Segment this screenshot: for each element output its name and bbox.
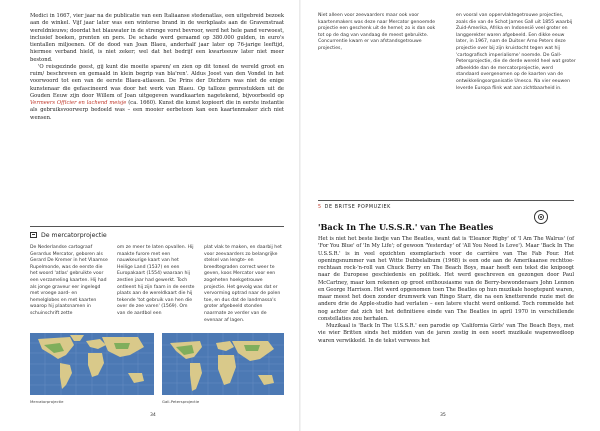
right-page-number: 35 [440, 413, 446, 418]
box-column-3-text: plat vlak te maken, en daarbij het voor zeevaarders zo belangrijke stelsel van lengte- en breedtegraden correct weer te geven, koos Mercator voor een zogeheten hoekgetrouwe projectie. Het gevolg was dat er vervorming optrad naar de polen toe, en dus dat de landmassa's groter afgebeeld stonden naarmate ze verder van de evenaar af lagen. [204, 245, 282, 323]
box-column-1 [30, 245, 108, 318]
cd-icon [534, 210, 548, 224]
gall-peters-map [162, 333, 284, 395]
left-intro-text [30, 13, 284, 122]
gall-peters-caption: Gall-Petersprojectie [162, 399, 200, 404]
mercator-map [30, 333, 154, 395]
box-column-2 [117, 245, 195, 318]
vermeer-link[interactable]: Vermeers Officier en lachend meisje [30, 100, 127, 106]
mercator-map-graphic [30, 333, 154, 395]
vondel-quote: 'O reisgezinde geest, gij kunt die moeite sparen/ en zien op dit toneel de wereld groot en ruim/ beschreven en gemaald in klein begrip van bla'ren'. [30, 63, 284, 77]
article-title: 'Back In The U.S.S.R.' van The Beatles [318, 222, 494, 232]
article-paragraph-2: Muzikaal is 'Back In The U.S.S.R.' een parodie op 'California Girls' van The Beach Boys, met vie wier Britten sinds het midden van de jaren zestig in een soort muzikale wapenwedloop waren verwikkeld. In de tekst verwees het [318, 323, 574, 344]
section-divider [318, 200, 574, 201]
section-label [318, 205, 391, 210]
article-paragraph-1: Het is niet het beste liedje van The Beatles, want dat is 'Eleanor Rigby' of 'I Am The Walrus' (of 'For You Blue' of 'In My Life'; of gewoon 'Yesterday' of 'All You Need Is Love'). Maar 'Back In The U.S.S.R.' is in veel opzichten exemplarisch voor de carrière van The Fab Four. Het openingsnummer van het Witte Dubbelalbum (1968) is een ode aan de Amerikaanse rechttoe-rechtaan rock-'n-roll van Chuck Berry en The Beach Boys, maar heeft een tekst die knipoogt naar de Europese geschiedenis en politiek. Het werd geschreven en gezongen door Paul McCartney, maar ken rekenen op groot enthousiasme van de Berry-bewonderaars John Lennon en George Harrison. Het werd opgenomen toen The Beatles op hun muzikale hoogtepunt waren, maar meest het doen zonder drumwerk van Ringo Starr, die na een knetterende ruzie met de andere drie de Apple-studio had verlaten – een latere vlucht werd ontkend. Toch rommelde het nog achter dat zich tot het definitieve einde van The Beatles in april 1970 in verschillende constellaties zou herhalen. [318, 236, 574, 322]
book-icon [30, 232, 37, 238]
box-column-2-text: om ze meer te laten opvallen. Hij maakte furore met een nauwkeurige kaart van het Heilige Land (1537) en een Europakaart (1554) waaraan hij zestien jaar had gewerkt. Toch ontleent hij zijn faam in de eerste plaats aan de wereldkaart die hij tekende 'tot gebruik van hen die over de zee varen' (1569). Om van de aardbol een [117, 245, 195, 316]
box-column-3 [204, 245, 282, 324]
box-header [30, 230, 107, 240]
section-label-text: DE BRITSE POPMUZIEK [324, 205, 391, 210]
section-number: 5 [318, 205, 322, 210]
page-gutter [299, 0, 301, 431]
intro-p2-after-link: (ca. 1660). Kunst die kunst kopieert die in eerste instantie als gebruiksvoorwerp bedoeld was – een mooier eerbetoon kan een kaartenmaker zich niet wensen. [30, 100, 285, 121]
article-body [318, 236, 574, 345]
intro-paragraph-2 [30, 64, 284, 122]
gall-peters-map-graphic [162, 333, 284, 395]
right-column-2 [456, 13, 576, 92]
box-divider [30, 226, 284, 227]
right-column-1-text: Niet alleen voor zeevaarders maar ook voor kaartenmakers was deze naar Mercator genoemde projectie een geschenk uit de hemel; zo is dan ook tot op de dag van vandaag de meest gebruikte. Concurrentie kwam er van afstandsgetrouwe projecties, [318, 13, 436, 51]
box-title: De mercatorprojectie [41, 231, 107, 239]
right-column-2-text: en vooral van oppervlaktegetrouwe projecties, zoals die van de Schot James Gall uit 1855 waarbij Zuid-Amerika, Afrika en Indonesië veel groter en langgerekter waren afgebeeld. Een dikke eeuw later, in 1967, nam de Duitser Arno Peters deze projectie over bij zijn kruistocht tegen wat hij 'cartografisch imperialisme' noemde. De Gall-Petersprojectie, die de derde wereld heel wat groter afbeeldde dan de mercatorprojectie, werd standaard overgenomen op de kaarten van de ontwikkelingsorganisatie Unesco. Na vier eeuwen leverde Europa flink wat aan zichtbaarheid in. [456, 13, 576, 91]
left-page-number: 34 [150, 413, 156, 418]
mercator-caption: Mercatorprojectie [30, 399, 64, 404]
intro-paragraph-1: Medici in 1667, vier jaar na de publicatie van een Italiaanse stedenatlas, een uitgebreid bezoek aan de winkel. Vijf jaar later was een winterse brand in de werkplaats aan de Gravenstraat wereldnieuws; doordat het blauwater in de strenge vorst bevroor, werd het hele pand verwoest, inclusief boeken, prenten en pers. De schade werd geraamd op 380.000 gulden, in euro's tientallen miljoenen. Of de dood van Joan Blaeu, anderhalf jaar later op 76-jarige leeftijd, hiermee verband hield, is niet zeker; wel dat het bedrijf een kwarteeuw later niet meer bestond. [30, 13, 284, 63]
box-column-1-text: De Nederlandse cartograaf Gerardus Mercator, geboren als Gerard De Kremer in het Vlaamse Rupelmonde, was de eerste die het woord 'atlas' gebruikte voor een verzameling kaarten. Hij had als jonge graveur eer ingelegd met vroege aard- en hemelglobes en met kaarten waarop hij plaatsnamen in schuinschrift zette [30, 245, 108, 316]
right-column-1 [318, 13, 438, 53]
intro-p2-before-link: Aldus Joost van den Vondel in het voorwoord tot een van de eerste Blaeu-atlassen. De Prins der Dichters was niet de enige kunstenaar die gefascineerd was door het werk van Blaeu. Op talloze genrestukken uit de Gouden Eeuw zijn door Willem of Joan uitgegeven wandkaarten nagetekend, bijvoorbeeld op [30, 71, 284, 99]
